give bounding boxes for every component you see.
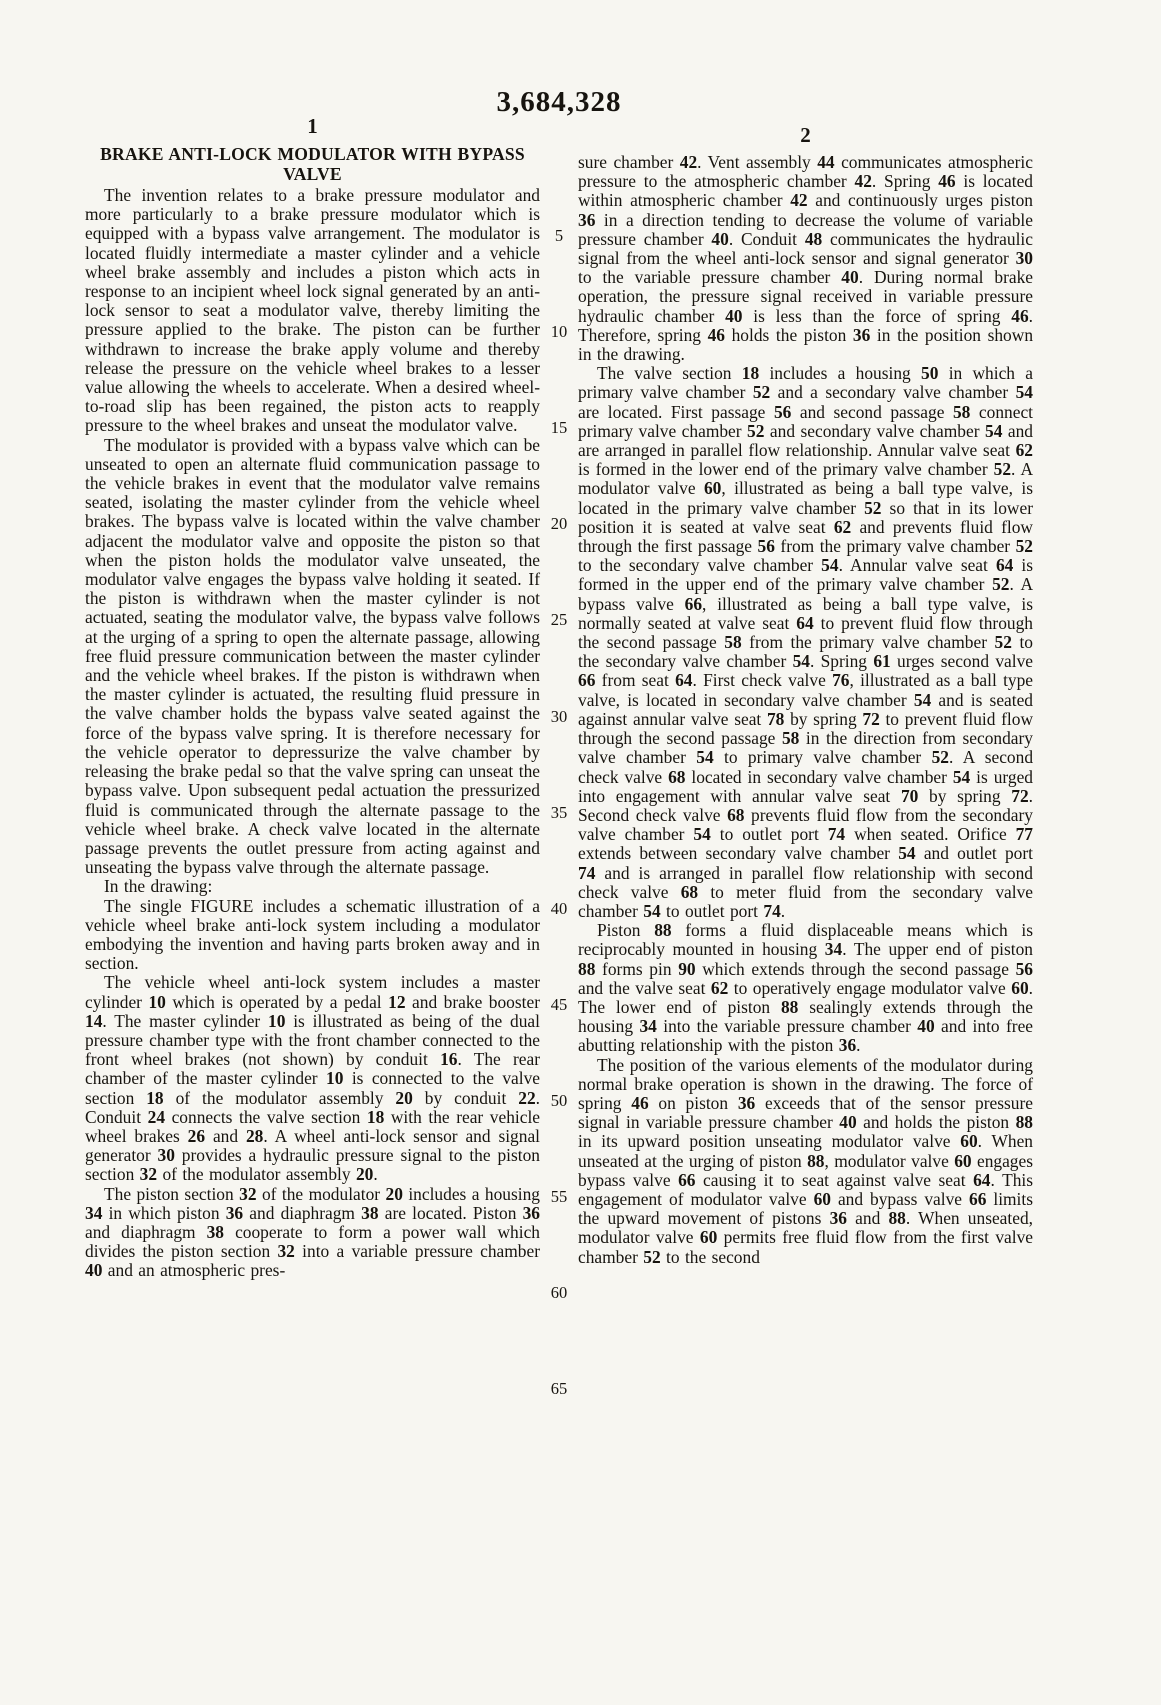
- paragraph: The invention relates to a brake pressure modulator and more particularly to a brake pressure modulator which is equipped with a bypass valve arrangement. The modulator is located fluidly intermediate a master cylinder and a vehicle wheel brake assembly and includes a piston which acts in response to an incipient wheel lock signal generated by an anti-lock sensor to seat a modulator valve, thereby limiting the pressure applied to the brake. The piston can be further withdrawn to increase the brake apply volume and thereby release the pressure on the vehicle wheel brakes to a lesser value allowing the wheels to accelerate. When a desired wheel-to-road slip has been regained, the piston acts to reapply pressure to the wheel brakes and unseat the modulator valve.: [85, 185, 540, 436]
- paragraph: The piston section 32 of the modulator 20 includes a housing 34 in which piston 36 and diaphragm 38 are located. Piston 36 and diaphragm 38 cooperate to form a power wall which divides the piston section 32 into a variable pressure chamber 40 and an atmospheric pres-: [85, 1183, 540, 1281]
- paragraph: The vehicle wheel anti-lock system includes a master cylinder 10 which is operated by a pedal 12 and brake booster 14. The master cylinder 10 is illustrated as being of the dual pressure chamber type with the front chamber connected to the front wheel brakes (not shown) by conduit 16. The rear chamber of the master cylinder 10 is connected to the valve section 18 of the modulator assembly 20 by conduit 22. Conduit 24 connects the valve section 18 with the rear vehicle wheel brakes 26 and 28. A wheel anti-lock sensor and signal generator 30 provides a hydraulic pressure signal to the piston section 32 of the modulator assembly 20.: [85, 972, 541, 1185]
- paragraph: The valve section 18 includes a housing 50 in which a primary valve chamber 52 and a secondary valve chamber 54 are located. First passage 56 and second passage 58 connect primary valve chamber 52 and secondary valve chamber 54 and are arranged in parallel flow relationship. Annular valve seat 62 is formed in the lower end of the primary valve chamber 52. A modulator valve 60, illustrated as being a ball type valve, is located in the primary valve chamber 52 so that in its lower position it is seated at valve seat 62 and prevents fluid flow through the first passage 56 from the primary valve chamber 52 to the secondary valve chamber 54. Annular valve seat 64 is formed in the upper end of the primary valve chamber 52. A bypass valve 66, illustrated as being a ball type valve, is normally seated at valve seat 64 to prevent fluid flow through the second passage 58 from the primary valve chamber 52 to the secondary valve chamber 54. Spring 61 urges second valve 66 from seat 64. First check valve 76, illustrated as a ball type valve, is located in secondary valve chamber 54 and is seated against annular valve seat 78 by spring 72 to prevent fluid flow through the second passage 58 in the direction from secondary valve chamber 54 to primary valve chamber 52. A second check valve 68 located in secondary valve chamber 54 is urged into engagement with annular valve seat 70 by spring 72. Second check valve 68 prevents fluid flow from the secondary valve chamber 54 to outlet port 74 when seated. Orifice 77 extends between secondary valve chamber 54 and outlet port 74 and is arranged in parallel flow relationship with second check valve 68 to meter fluid from the secondary valve chamber 54 to outlet port 74.: [578, 363, 1034, 921]
- paragraph: In the drawing:: [104, 876, 213, 897]
- patent-title-line1: BRAKE ANTI-LOCK MODULATOR WITH BYPASS: [100, 144, 525, 164]
- paragraph: The single FIGURE includes a schematic illustration of a vehicle wheel brake anti-lock system including a modulator embodying the invention and having parts broken away and in section.: [85, 895, 540, 974]
- patent-title-line2: VALVE: [283, 164, 342, 184]
- gutter-line-number: 10: [550, 322, 568, 342]
- paragraph: sure chamber 42. Vent assembly 44 communicates atmospheric pressure to the atmospheric chamber 42. Spring 46 is located within atmospheric chamber 42 and continuously urges piston 36 in a direction tending to decrease the volume of variable pressure chamber 40. Conduit 48 communicates the hydraulic signal from the wheel anti-lock sensor and signal generator 30 to the variable pressure chamber 40. During normal brake operation, the pressure signal received in variable pressure hydraulic chamber 40 is less than the force of spring 46. Therefore, spring 46 holds the piston 36 in the position shown in the drawing.: [578, 152, 1034, 365]
- paragraph: The position of the various elements of the modulator during normal brake operation is shown in the drawing. The force of spring 46 on piston 36 exceeds that of the sensor pressure signal in variable pressure chamber 40 and holds the piston 88 in its upward position unseating modulator valve 60. When unseated at the urging of piston 88, modulator valve 60 engages bypass valve 66 causing it to seat against valve seat 64. This engagement of modulator valve 60 and bypass valve 66 limits the upward movement of pistons 36 and 88. When unseated, modulator valve 60 permits free fluid flow from the first valve chamber 52 to the second: [578, 1054, 1033, 1267]
- patent-title: [85, 144, 540, 184]
- gutter-line-number: 55: [550, 1187, 568, 1206]
- gutter-line-number: 20: [550, 514, 568, 534]
- column2-paragraphs: [578, 153, 1033, 1267]
- gutter-line-number: 50: [550, 1090, 568, 1110]
- text-column-1: [85, 144, 540, 1281]
- paragraph: Piston 88 forms a fluid displaceable means which is reciprocably mounted in housing 34. The upper end of piston 88 forms pin 90 which extends through the second passage 56 and the valve seat 62 to operatively engage modulator valve 60. The lower end of piston 88 sealingly extends through the housing 34 into the variable pressure chamber 40 and into free abutting relationship with the piston 36.: [578, 920, 1034, 1056]
- gutter-line-number: 40: [550, 898, 568, 918]
- column2-header: 2: [800, 123, 811, 147]
- gutter-line-number: 25: [550, 610, 568, 630]
- gutter-line-number: 15: [550, 418, 568, 438]
- gutter-line-number: 30: [550, 706, 568, 726]
- column1-paragraphs: [85, 186, 540, 1281]
- column1-header: 1: [307, 114, 318, 138]
- paragraph: The modulator is provided with a bypass valve which can be unseated to open an alternate fluid communication passage to the vehicle brakes in event that the modulator valve remains seated, isolating the master cylinder from the vehicle wheel brakes. The bypass valve is located within the valve chamber adjacent the modulator valve and opposite the piston so that when the piston holds the modulator valve unseated, the modulator valve engages the bypass valve holding it seated. If the piston is withdrawn when the master cylinder is not actuated, seating the modulator valve, the bypass valve follows at the urging of a spring to open the alternate passage, allowing free fluid pressure communication between the master cylinder and the vehicle wheel brakes. If the piston is withdrawn when the master cylinder is actuated, the resulting fluid pressure in the valve chamber holds the bypass valve seated against the force of the bypass valve spring. It is therefore necessary for the vehicle operator to depressurize the valve chamber by releasing the brake pedal so that the valve spring can unseat the bypass valve. Upon subsequent pedal actuation the pressurized fluid is communicated through the alternate passage to the vehicle wheel brake. A check valve located in the alternate passage prevents the outlet pressure from acting against and unseating the bypass valve through the alternate passage.: [85, 434, 540, 878]
- gutter-line-number: 5: [554, 226, 564, 245]
- gutter-line-number: 65: [550, 1379, 568, 1399]
- gutter-line-number: 60: [550, 1283, 568, 1303]
- gutter-line-number: 35: [550, 802, 568, 822]
- patent-number: 3,684,328: [496, 86, 622, 118]
- gutter-line-number: 45: [550, 994, 568, 1014]
- text-column-2: [578, 153, 1033, 1267]
